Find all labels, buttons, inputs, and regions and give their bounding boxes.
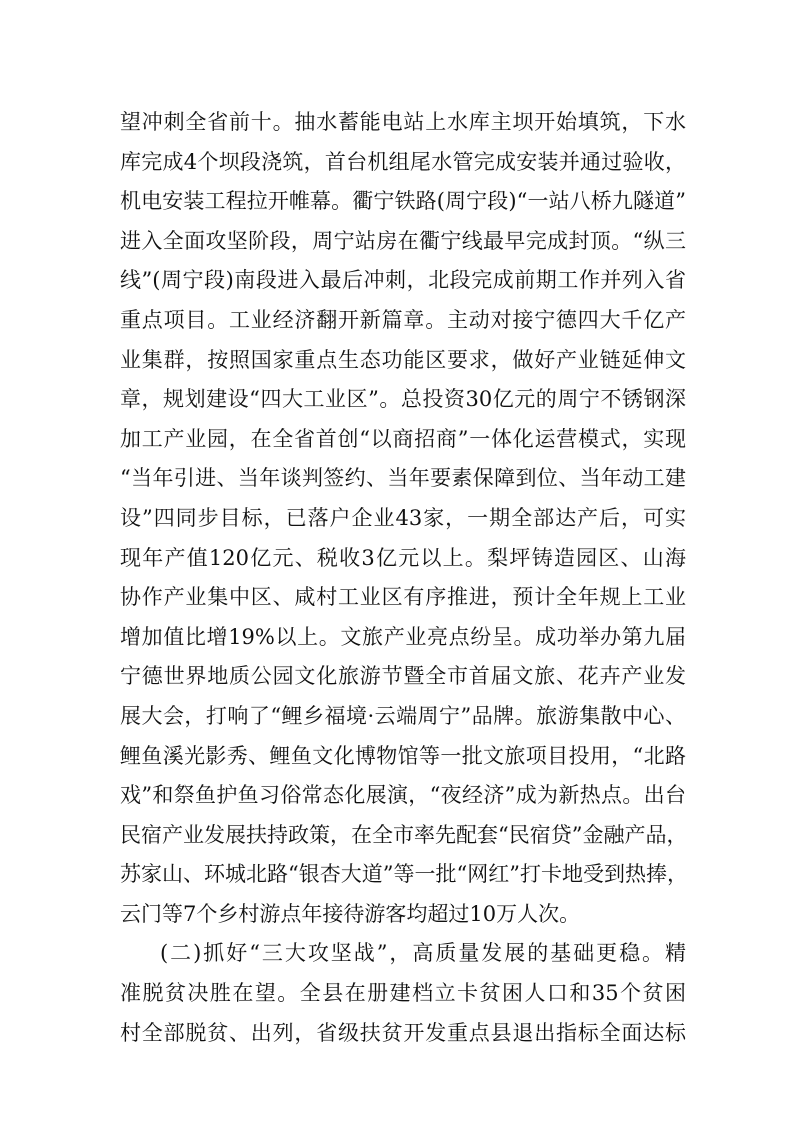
- text-line: 重点项目。工业经济翻开新篇章。主动对接宁德四大千亿产: [120, 307, 686, 332]
- paragraph-three-battles: [120, 934, 686, 1053]
- text-line: 加工产业园，在全省首创“以商招商”一体化运营模式，实现: [120, 426, 686, 451]
- text-line: 章，规划建设“四大工业区”。总投资30亿元的周宁不锈钢深: [120, 387, 686, 412]
- text-line: 线”(周宁段)南段进入最后冲刺，北段完成前期工作并列入省: [120, 268, 686, 293]
- paragraph-industry: [120, 103, 686, 934]
- section-heading-line: (二)抓好“三大攻坚战”，高质量发展的基础更稳。精: [160, 941, 686, 966]
- text-line: 村全部脱贫、出列，省级扶贫开发重点县退出指标全面达标: [120, 1020, 686, 1045]
- text-line: 云门等7个乡村游点年接待游客均超过10万人次。: [120, 901, 581, 926]
- text-line: 库完成4个坝段浇筑，首台机组尾水管完成安装并通过验收，: [120, 149, 686, 174]
- text-line: 增加值比增19%以上。文旅产业亮点纷呈。成功举办第九届: [120, 624, 686, 649]
- document-page: [120, 103, 686, 1053]
- text-line: “当年引进、当年谈判签约、当年要素保障到位、当年动工建: [120, 466, 686, 491]
- text-line: 设”四同步目标，已落户企业43家，一期全部达产后，可实: [120, 505, 686, 530]
- text-line: 业集群，按照国家重点生态功能区要求，做好产业链延伸文: [120, 347, 686, 372]
- text-line: 协作产业集中区、咸村工业区有序推进，预计全年规上工业: [120, 585, 686, 610]
- text-line: 鲤鱼溪光影秀、鲤鱼文化博物馆等一批文旅项目投用，“北路: [120, 743, 686, 768]
- text-line: 望冲刺全省前十。抽水蓄能电站上水库主坝开始填筑，下水: [120, 110, 686, 134]
- text-line: 展大会，打响了“鲤乡福境·云端周宁”品牌。旅游集散中心、: [120, 703, 686, 728]
- text-line: 戏”和祭鱼护鱼习俗常态化展演，“夜经济”成为新热点。出台: [120, 783, 686, 808]
- text-line: 宁德世界地质公园文化旅游节暨全市首届文旅、花卉产业发: [120, 664, 686, 689]
- text-line: 准脱贫决胜在望。全县在册建档立卡贫困人口和35个贫困: [120, 981, 686, 1006]
- text-line: 进入全面攻坚阶段，周宁站房在衢宁线最早完成封顶。“纵三: [120, 228, 686, 253]
- text-line: 现年产值120亿元、税收3亿元以上。梨坪铸造园区、山海: [120, 545, 686, 570]
- text-line: 民宿产业发展扶持政策，在全市率先配套“民宿贷”金融产品，: [120, 822, 688, 847]
- text-line: 机电安装工程拉开帷幕。衢宁铁路(周宁段)“一站八桥九隧道”: [120, 189, 686, 214]
- text-line: 苏家山、环城北路“银杏大道”等一批“网红”打卡地受到热捧，: [120, 862, 688, 887]
